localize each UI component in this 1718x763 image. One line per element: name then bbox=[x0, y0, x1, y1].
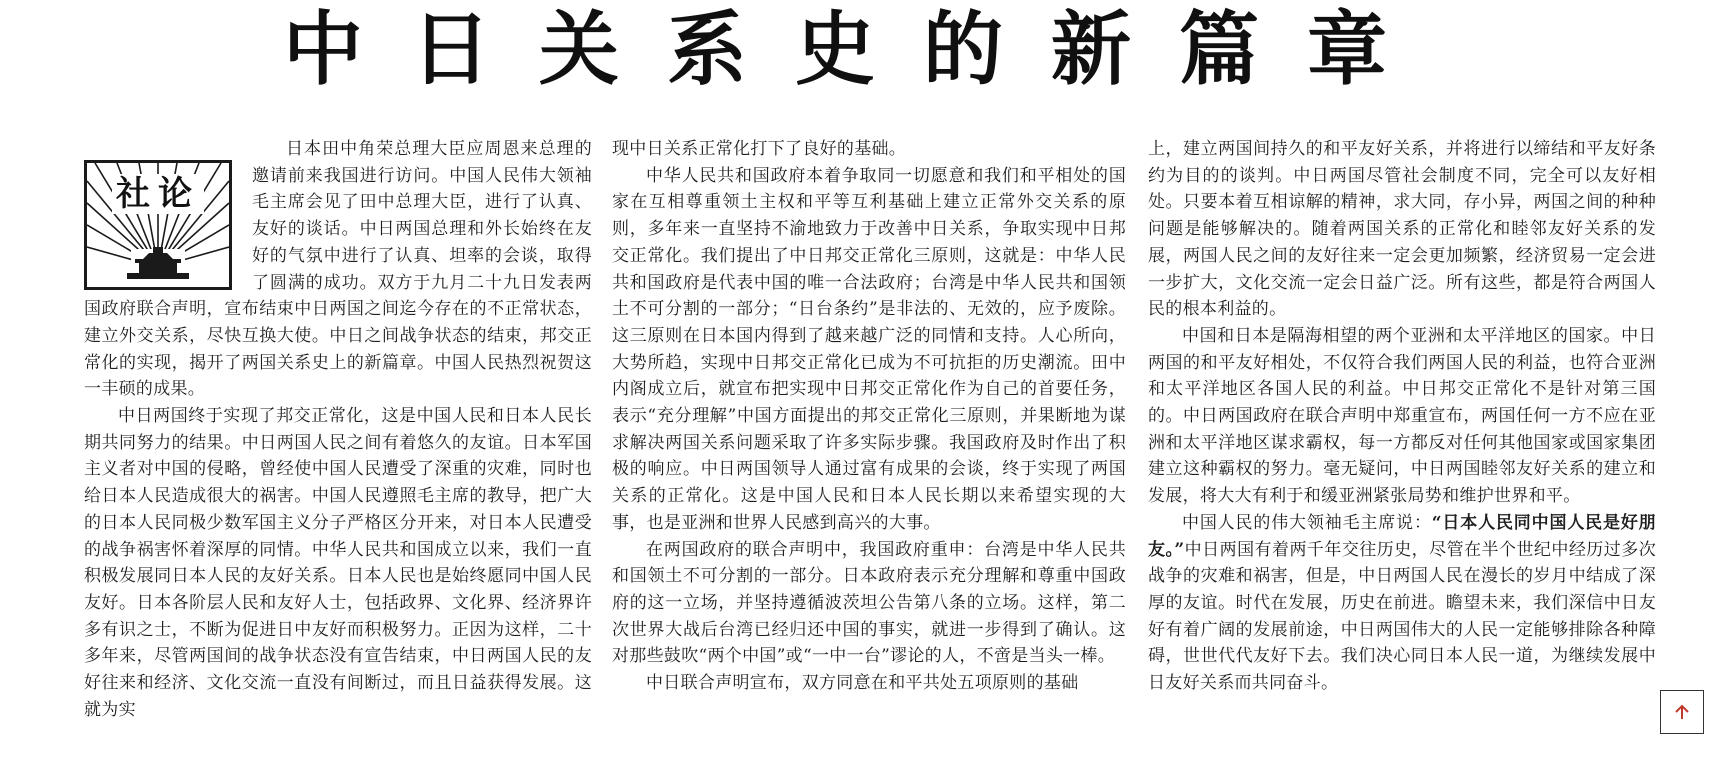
article-column-2 bbox=[612, 136, 1126, 697]
paragraph: 中华人民共和国政府本着争取同一切愿意和我们和平相处的国家在互相尊重领土主权和平等互利基础上建立正常外交关系的原则，多年来一直坚持不渝地致力于改善中日关系，争取实现中日邦交正常化。我们提出了中日邦交正常化三原则，这就是：中华人民共和国政府是代表中国的唯一合法政府；台湾是中华人民共和国领土不可分割的一部分；“日台条约”是非法的、无效的，应予废除。这三原则在日本国内得到了越来越广泛的同情和支持。人心所向，大势所趋，实现中日邦交正常化已成为不可抗拒的历史潮流。田中内阁成立后，就宣布把实现中日邦交正常化作为自己的首要任务，表示“充分理解”中国方面提出的邦交正常化三原则，并果断地为谋求解决两国关系问题采取了许多实际步骤。我国政府及时作出了积极的响应。中日两国领导人通过富有成果的会谈，终于实现了两国关系的正常化。这是中国人民和日本人民长期以来希望实现的大事，也是亚洲和世界人民感到高兴的大事。 bbox=[612, 165, 1126, 533]
paragraph: 在两国政府的联合声明中，我国政府重申：台湾是中华人民共和国领土不可分割的一部分。日本政府表示充分理解和尊重中国政府的这一立场，并坚持遵循波茨坦公告第八条的立场。这样，第二次世界大战后台湾已经归还中国的事实，就进一步得到了确认。这对那些鼓吹“两个中国”或“一中一台”谬论的人，不啻是当头一棒。 bbox=[612, 539, 1126, 667]
paragraph: 中国和日本是隔海相望的两个亚洲和太平洋地区的国家。中日两国的和平友好相处，不仅符合我们两国人民的利益，也符合亚洲和太平洋地区各国人民的利益。中日邦交正常化不是针对第三国的。中日两国政府在联合声明中郑重宣布，两国任何一方不应在亚洲和太平洋地区谋求霸权，每一方都反对任何其他国家或国家集团建立这种霸权的努力。毫无疑问，中日两国睦邻友好关系的建立和发展，将大大有利于和缓亚洲紧张局势和维护世界和平。 bbox=[1148, 325, 1656, 507]
paragraph: 上，建立两国间持久的和平友好关系，并将进行以缔结和平友好条约为目的的谈判。中日两国尽管社会制度不同，完全可以友好相处。只要本着互相谅解的精神，求大同，存小异，两国之间的种种问题是能够解决的。随着两国关系的正常化和睦邻友好关系的发展，两国人民之间的友好往来一定会更加频繁，经济贸易一定会进一步扩大，文化交流一定会日益广泛。所有这些，都是符合两国人民的根本利益的。 bbox=[1148, 139, 1656, 320]
article-column-1 bbox=[84, 136, 592, 723]
headline: 中日关系史的新篇章 bbox=[283, 3, 1435, 96]
editorial-badge-label: 社论 bbox=[87, 181, 229, 208]
chairman-quote: “日本人民同中国人民是好朋友。” bbox=[1148, 512, 1656, 560]
paragraph: 中日联合声明宣布，双方同意在和平共处五项原则的基础 bbox=[646, 673, 1079, 694]
article-column-3 bbox=[1148, 136, 1656, 697]
editorial-badge bbox=[84, 160, 232, 290]
paragraph bbox=[1148, 510, 1656, 697]
paragraph: 现中日关系正常化打下了良好的基础。 bbox=[612, 139, 907, 159]
quote-lead: 中国人民的伟大领袖毛主席说： bbox=[1182, 512, 1432, 533]
scroll-to-top-button[interactable] bbox=[1660, 690, 1704, 734]
paragraph-rest: 中日两国有着两千年交往历史，尽管在半个世纪中经历过多次战争的灾难和祸害，但是，中日两国人民在漫长的岁月中结成了深厚的友谊。时代在发展，历史在前进。瞻望未来，我们深信中日友好有着广阔的发展前途，中日两国伟大的人民一定能够排除各种障碍，世世代代友好下去。我们决心同日本人民一道，为继续发展中日友好关系而共同奋斗。 bbox=[1148, 539, 1656, 694]
arrow-up-icon bbox=[1674, 703, 1690, 721]
paragraph: 中日两国终于实现了邦交正常化，这是中国人民和日本人民长期共同努力的结果。中日两国人民之间有着悠久的友谊。日本军国主义者对中国的侵略，曾经使中国人民遭受了深重的灾难，同时也给日本人民造成很大的祸害。中国人民遵照毛主席的教导，把广大的日本人民同极少数军国主义分子严格区分开来，对日本人民遭受的战争祸害怀着深厚的同情。中华人民共和国成立以来，我们一直积极发展同日本人民的友好关系。日本人民也是始终愿同中国人民友好。日本各阶层人民和友好人士，包括政界、文化界、经济界许多有识之士，不断为促进日中友好而积极努力。正因为这样，二十多年来，尽管两国间的战争状态没有宣告结束，中日两国人民的友好往来和经济、文化交流一直没有间断过，而且日益获得发展。这就为实 bbox=[84, 406, 592, 720]
paragraph: 日本田中角荣总理大臣应周恩来总理的邀请前来我国进行访问。中国人民伟大领袖毛主席会见了田中总理大臣，进行了认真、友好的谈话。中日两国总理和外长始终在友好的气氛中进行了认真、坦率的会谈，取得了圆满的成功。双方于九月二十九日发表两国政府联合声明，宣布结束中日两国之间迄今存在的不正常状态，建立外交关系，尽快互换大使。中日之间战争状态的结束，邦交正常化的实现，揭开了两国关系史上的新篇章。中国人民热烈祝贺这一丰硕的成果。 bbox=[84, 139, 592, 400]
